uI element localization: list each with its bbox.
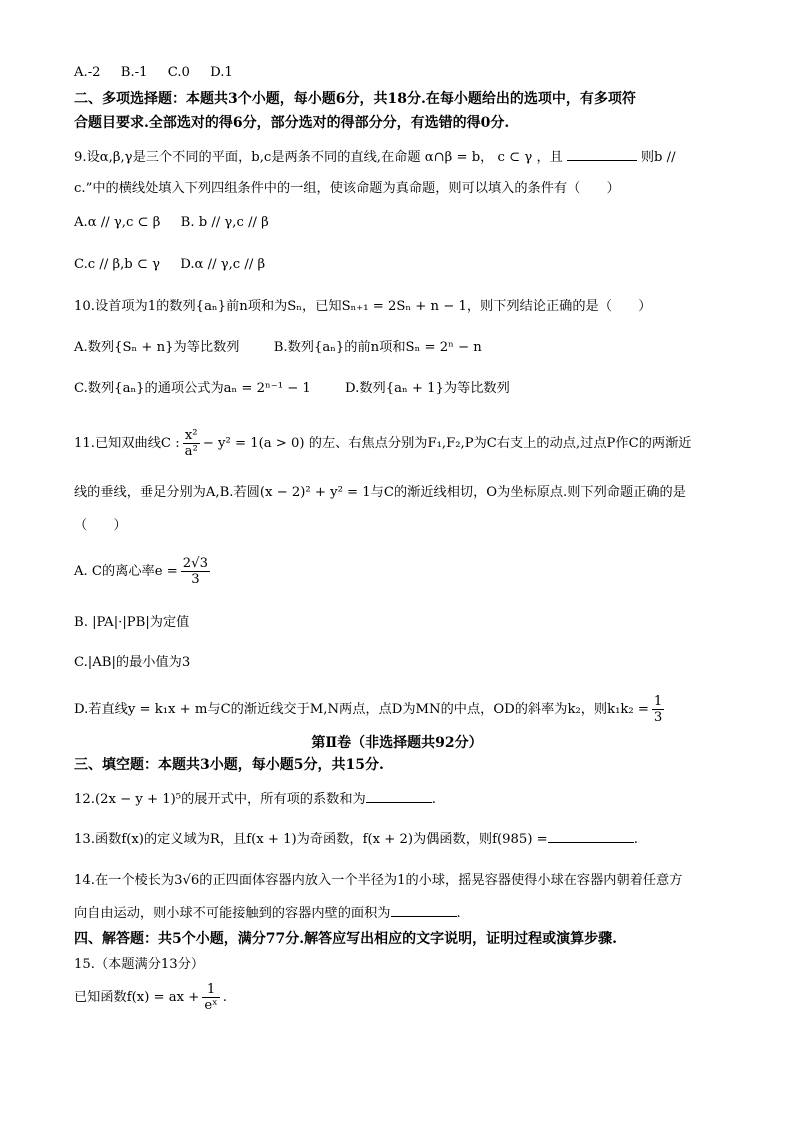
q11-stem-post: − y² = 1(a > 0) 的左、右焦点分别为F₁,F₂,P为C右支上的动点,过点P作C的两渐近	[202, 436, 692, 451]
q9-options-row1	[74, 214, 269, 232]
q11-option-d-num: 1	[653, 694, 663, 709]
q11-stem-pre: 11.已知双曲线C :	[74, 436, 180, 451]
q11-stem-line2: 线的垂线，垂足分别为A,B.若圆(x − 2)² + y² = 1与C的渐近线相切，O为坐标原点.则下列命题正确的是	[74, 485, 686, 500]
q15-end: .	[222, 990, 227, 1005]
q11-option-d-fraction	[652, 694, 664, 725]
q9-option-a: A.α // γ,c ⊂ β	[74, 215, 161, 230]
q9-stem-a: 9.设α,β,γ是三个不同的平面，b,c是两条不同的直线,在命题 α∩β = b， c ⊂ γ ，且	[74, 150, 563, 165]
q8-option-c: C.0	[167, 65, 190, 80]
q11-option-d-text: D.若直线y = k₁x + m与C的渐近线交于M,N两点，点D为MN的中点，OD的斜率为k₂，则k₁k₂ =	[74, 702, 649, 717]
q13-blank	[548, 830, 634, 843]
q11-option-a	[74, 556, 213, 587]
q9-options-row2	[74, 256, 265, 274]
section3-header: 三、填空题：本题共3小题，每小题5分，共15分.	[74, 757, 384, 773]
q10-option-a: A.数列{Sₙ + n}为等比数列	[74, 340, 240, 355]
q10-options-row2	[74, 380, 510, 398]
q14-line1: 14.在一个棱长为3√6的正四面体容器内放入一个半径为1的小球，摇晃容器使得小球在容器内朝着任意方	[74, 873, 683, 888]
q14-line2-text: 向自由运动，则小球不可能接触到的容器内壁的面积为	[74, 906, 391, 921]
q14-end: .	[456, 906, 461, 921]
q11-stem-line3: （ ）	[74, 518, 127, 533]
q9-option-c: C.c // β,b ⊂ γ	[74, 257, 161, 272]
q11-hyperbola-fraction	[183, 428, 200, 459]
q11-frac-den: a²	[184, 444, 198, 459]
q12	[74, 790, 436, 809]
q14-blank	[391, 904, 457, 917]
q9-option-b: B. b // γ,c // β	[180, 215, 269, 230]
q11-option-a-num: 2√3	[182, 556, 208, 571]
q8-option-d: D.1	[210, 65, 233, 80]
q8-options	[74, 64, 233, 82]
q15-fraction	[202, 982, 219, 1013]
q11-option-d-den: 3	[653, 710, 663, 725]
q15-stem	[74, 982, 227, 1013]
q9-option-d: D.α // γ,c // β	[180, 257, 266, 272]
section2-header-line1: 二、多项选择题：本题共3个小题，每小题6分，共18分.在每小题给出的选项中，有多项符	[74, 91, 636, 107]
q12-end: .	[431, 792, 436, 807]
q11-option-a-text: A. C的离心率e =	[74, 564, 178, 579]
q13	[74, 830, 638, 849]
q11-option-a-den: 3	[191, 572, 200, 587]
q9-blank	[567, 148, 637, 161]
q9-stem-b: 则b //	[640, 150, 676, 165]
q9-stem-line2: c.”中的横线处填入下列四组条件中的一组，使该命题为真命题，则可以填入的条件有（ ）	[74, 181, 620, 196]
q10-option-d: D.数列{aₙ + 1}为等比数列	[345, 381, 510, 396]
q13-end: .	[633, 832, 638, 847]
q15-frac-den: eˣ	[204, 998, 218, 1013]
q10-stem: 10.设首项为1的数列{aₙ}前n项和为Sₙ，已知Sₙ₊₁ = 2Sₙ + n − 1，则下列结论正确的是（ ）	[74, 299, 652, 314]
q15-frac-num: 1	[202, 982, 219, 998]
q10-options-row1	[74, 339, 482, 357]
q11-stem-line1	[74, 428, 691, 459]
section2-header-line2: 合题目要求.全部选对的得6分，部分选对的得部分分，有选错的得0分.	[74, 115, 510, 131]
q8-option-b: B.-1	[120, 65, 148, 80]
q10-option-b: B.数列{aₙ}的前n项和Sₙ = 2ⁿ − n	[273, 340, 482, 355]
q11-frac-num: x²	[183, 428, 200, 444]
q11-option-c: C.|AB|的最小值为3	[74, 655, 191, 670]
q11-option-a-fraction	[181, 556, 210, 587]
q10-option-c: C.数列{aₙ}的通项公式为aₙ = 2ⁿ⁻¹ − 1	[74, 381, 311, 396]
q15-title: 15.（本题满分13分）	[74, 957, 205, 972]
q14-line2	[74, 904, 461, 923]
q12-text: 12.(2x − y + 1)⁵的展开式中，所有项的系数和为	[74, 792, 366, 807]
q9-stem-line1	[74, 148, 676, 167]
q8-option-a: A.-2	[74, 65, 101, 80]
part2-title: 第Ⅱ卷（非选择题共92分）	[311, 735, 483, 751]
q15-stem-text: 已知函数f(x) = ax +	[74, 990, 200, 1005]
q11-option-b: B. |PA|·|PB|为定值	[74, 615, 190, 630]
q12-blank	[366, 790, 432, 803]
section4-header: 四、解答题：共5个小题，满分77分.解答应写出相应的文字说明，证明过程或演算步骤.	[74, 931, 617, 947]
q13-text: 13.函数f(x)的定义域为R，且f(x + 1)为奇函数，f(x + 2)为偶函数，则f(985) =	[74, 832, 548, 847]
q11-option-d	[74, 694, 667, 725]
